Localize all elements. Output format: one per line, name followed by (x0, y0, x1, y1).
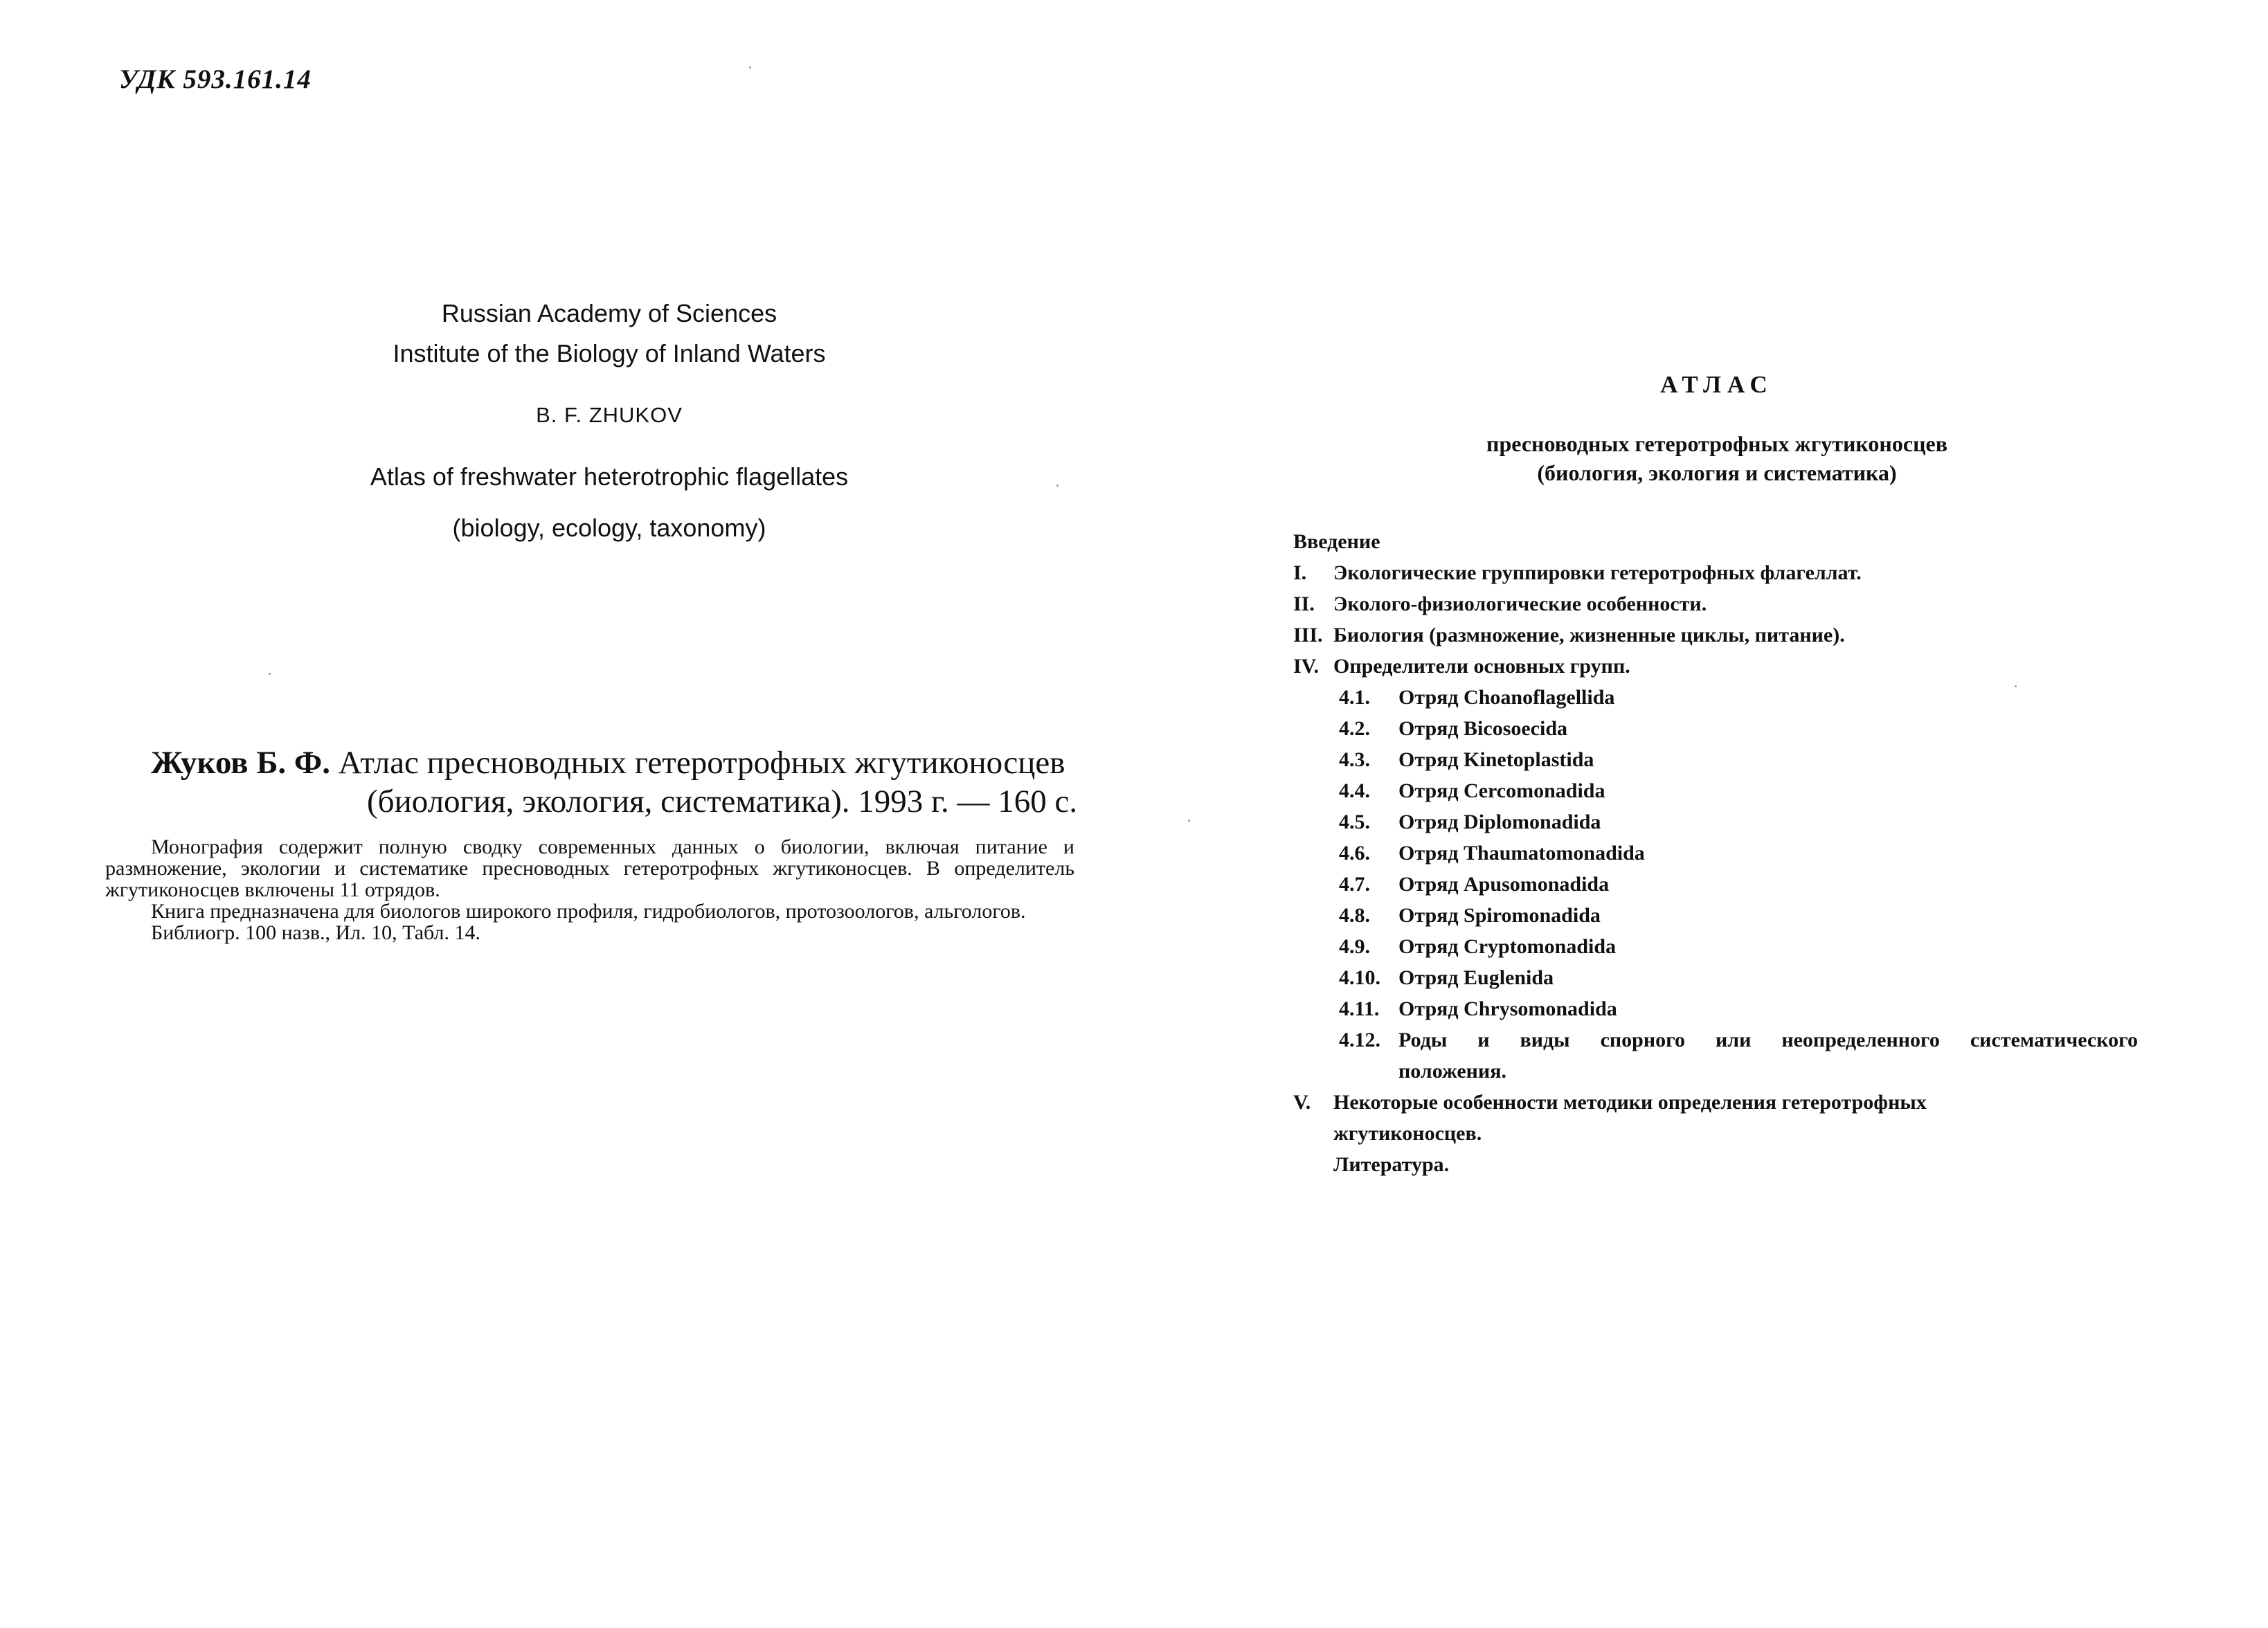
scan-speck (2015, 685, 2017, 687)
scan-speck (1188, 820, 1190, 822)
abstract (105, 836, 1074, 943)
toc-section-3: III. Биология (размножение, жизненные циклы, питание). (1293, 624, 1845, 646)
toc-subsection: 4.2. Отряд Bicosoecida (1339, 717, 1568, 740)
scan-speck (269, 673, 271, 675)
abstract-paragraph-1: Монография содержит полную сводку современных данных о биологии, включая питание и размножение, экологии и систематике пресноводных гетеротрофных жгутиконосцев. В определитель жгутиконосцев включены 11 отрядов. (105, 835, 1074, 901)
english-org-line2: Institute of the Biology of Inland Waters (393, 339, 826, 368)
abstract-paragraph-2: Книга предназначена для биологов широкого профиля, гидробиологов, протозоологов, альгологов. (151, 900, 1026, 923)
english-title: Atlas of freshwater heterotrophic flagellates (370, 462, 849, 491)
russian-title-line1: пресноводных гетеротрофных жгутиконосцев (1486, 431, 1947, 456)
toc-subsection: 4.10. Отряд Euglenida (1339, 966, 1554, 989)
toc-subsection: 4.5. Отряд Diplomonadida (1339, 811, 1601, 833)
toc-subsection: 4.7. Отряд Apusomonadida (1339, 873, 1610, 896)
biblio-title-line1: Атлас пресноводных гетеротрофных жгутиконосцев (338, 745, 1065, 781)
toc-section-1: I. Экологические группировки гетеротрофных флагеллат. (1293, 561, 1862, 584)
russian-title (1274, 429, 2160, 487)
scan-speck (1056, 485, 1059, 487)
toc-subsection-4-12-cont: положения. (1398, 1060, 1506, 1083)
english-org-line1: Russian Academy of Sciences (441, 299, 777, 327)
bibliographic-reference (151, 743, 1079, 821)
toc-subsection: 4.1. Отряд Choanoflagellida (1339, 686, 1615, 709)
toc-literature: Литература. (1333, 1153, 1450, 1176)
toc-subsection: 4.6. Отряд Thaumatomonadida (1339, 842, 1645, 865)
toc-section-5-cont: жгутиконосцев. (1333, 1122, 1482, 1145)
toc-subsection: 4.4. Отряд Cercomonadida (1339, 779, 1605, 802)
biblio-author: Жуков Б. Ф. (151, 745, 331, 781)
toc-intro: Введение (1293, 530, 1380, 553)
english-author: B. F. ZHUKOV (536, 403, 683, 427)
russian-title-line2: (биология, экология и систематика) (1537, 460, 1897, 485)
abstract-paragraph-3: Библиогр. 100 назв., Ил. 10, Табл. 14. (151, 921, 481, 944)
toc-section-5: V. Некоторые особенности методики определения гетеротрофных (1293, 1091, 1927, 1114)
toc-subsection: 4.8. Отряд Spiromonadida (1339, 904, 1601, 927)
toc-subsection: 4.3. Отряд Kinetoplastida (1339, 748, 1594, 771)
toc-subsection-4-12: 4.12. Роды и виды спорного или неопределенного систематического (1339, 1029, 2138, 1051)
english-subtitle: (biology, ecology, taxonomy) (452, 514, 766, 542)
toc-section-2: II. Эколого-физиологические особенности. (1293, 593, 1707, 615)
toc-subsection: 4.9. Отряд Cryptomonadida (1339, 935, 1617, 958)
atlas-title: АТЛАС (1660, 371, 1774, 398)
scan-speck (749, 66, 751, 69)
table-of-contents (1293, 526, 2138, 1180)
toc-subsection: 4.11. Отряд Chrysomonadida (1339, 997, 1617, 1020)
toc-section-4: IV. Определители основных групп. (1293, 655, 1630, 678)
udk-code: УДК 593.161.14 (119, 64, 312, 94)
biblio-title-line2: (биология, экология, систематика). 1993 г. — 160 с. (367, 784, 1078, 820)
